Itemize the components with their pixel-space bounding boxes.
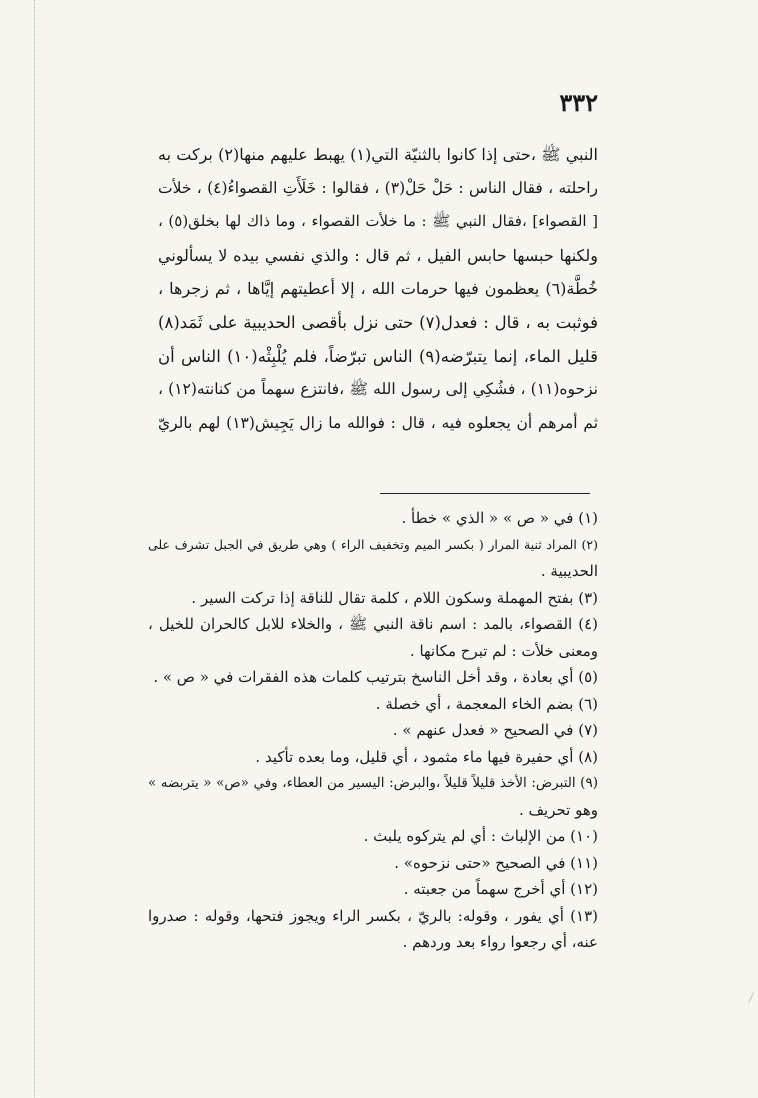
footnote-line: (١٣) أي يفور ، وقوله: بالريّ ، بكسر الراء ويجوز فتحها، وقوله : صدروا <box>148 906 598 925</box>
page-number: ٣٣٢ <box>559 88 598 117</box>
footnotes <box>148 505 598 956</box>
footnote-line: (٢) المراد ثنية المرار ( بكسر الميم وتخفيف الراء ) وهي طريق في الجبل تشرف على <box>148 536 598 552</box>
text-line: نزحوه(١١) ، فشُكِي إلى رسول الله ﷺ ،فانتزع سهماً من كنانته(١٢) ، <box>158 380 598 399</box>
footnote-line: ومعنى خلأت : لم تبرح مكانها . <box>409 641 598 660</box>
footnote-line: (٥) أي بعادة ، وقد أخل الناسخ بترتيب كلمات هذه الفقرات في « ص » . <box>153 668 598 686</box>
scan-binding-line <box>34 0 36 1098</box>
scan-edge-mark <box>741 989 754 1004</box>
text-line: ثم أمرهم أن يجعلوه فيه ، قال : فوالله ما زال يَجِيش(١٣) لهم بالريّ <box>158 413 599 432</box>
text-line: خُطَّة(٦) يعظمون فيها حرمات الله ، إلا أعطيتهم إيَّاها ، ثم زجرها ، <box>158 279 598 299</box>
text-line: ولكنها حبسها حابس الفيل ، ثم قال : والذي نفسي بيده لا يسألوني <box>158 245 598 265</box>
footnote-line: عنه، أي رجعوا رواء بعد وردهم . <box>402 933 598 951</box>
footnote-line: (١٠) من الإلباث : أي لم يتركوه يلبث . <box>363 827 598 845</box>
footnote-line: (٩) التبرض: الأخذ قليلاً قليلاً ،والبرض: اليسير من العطاء، وفي «ص» « يتربضه » <box>148 775 598 791</box>
text-line: النبي ﷺ ،حتى إذا كانوا بالثنيّة التي(١) يهبط عليهم منها(٢) بركت به <box>158 145 599 164</box>
footnote-line: (١٢) أي أخرج سهماً من جعبته . <box>403 880 598 898</box>
text-line: راحلته ، فقال الناس : حَلْ حَلْ(٣) ، فقالوا : خَلَأَتِ القصواءُ(٤) ، خلأت <box>158 178 598 197</box>
footnote-line: (١) في « ص » « الذي » خطأ . <box>401 509 598 527</box>
text-line: فوثبت به ، قال : فعدل(٧) حتى نزل بأقصى الحديبية على ثَمَد(٨) <box>158 312 598 332</box>
footnote-line: (٨) أي حفيرة فيها ماء مثمود ، أي قليل، وما بعده تأكيد . <box>255 747 598 766</box>
footnote-line: (١١) في الصحيح «حتى نزحوه» . <box>394 853 598 872</box>
footnote-line: (٣) بفتح المهملة وسكون اللام ، كلمة تقال للناقة إذا تركت السير . <box>191 588 598 607</box>
text-line: [ القصواء] ،فقال النبي ﷺ : ما خلأت القصواء ، وما ذاك لها بخلق(٥) ، <box>158 212 599 231</box>
footnote-line: (٦) بضم الخاء المعجمة ، أي خصلة . <box>375 694 598 713</box>
footnote-line: (٧) في الصحيح « فعدل عنهم » . <box>392 721 598 739</box>
main-text <box>158 138 598 440</box>
footnote-line: (٤) القصواء، بالمد : اسم ناقة النبي ﷺ ، والخلاء للابل كالحران للخيل ، <box>148 615 598 633</box>
footnote-separator <box>380 493 590 494</box>
footnote-line: الحديبية . <box>540 562 598 580</box>
text-line: قليل الماء، إنما يتبرّضه(٩) الناس تبرّضاً، فلم يُلْبِثْه(١٠) الناس أن <box>158 346 599 366</box>
footnote-line: وهو تحريف . <box>518 800 598 819</box>
